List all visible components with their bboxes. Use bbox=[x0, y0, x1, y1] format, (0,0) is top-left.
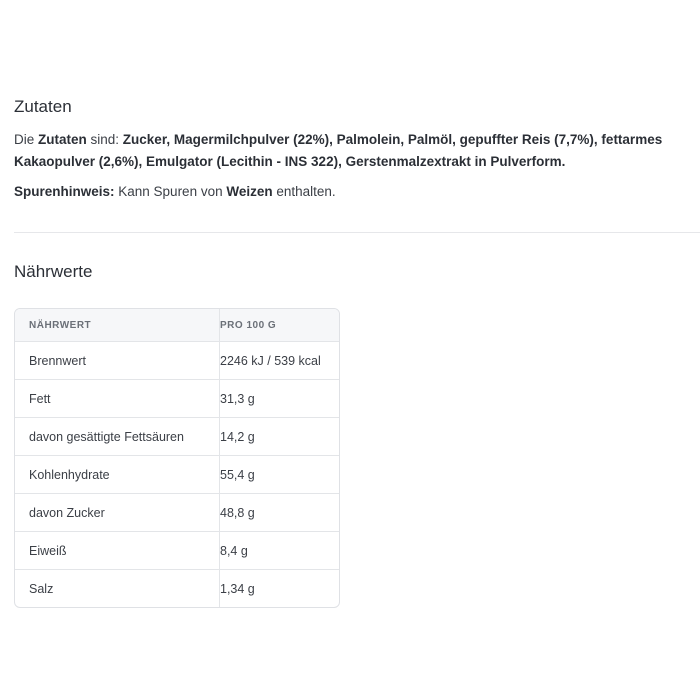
nutrition-title: Nährwerte bbox=[14, 262, 93, 281]
trace-label: Spurenhinweis: bbox=[14, 184, 115, 199]
table-row bbox=[15, 569, 339, 607]
nutrient-value: 8,4 g bbox=[220, 543, 248, 558]
trace-allergen: Weizen bbox=[226, 184, 273, 199]
ingredients-intro-bold: Zutaten bbox=[38, 132, 87, 147]
table-row bbox=[15, 341, 339, 379]
table-row bbox=[15, 417, 339, 455]
nutrient-value: 31,3 g bbox=[220, 391, 255, 406]
table-row bbox=[15, 379, 339, 417]
table-row bbox=[15, 455, 339, 493]
nutrient-name: Brennwert bbox=[29, 353, 86, 368]
trace-prefix: Kann Spuren von bbox=[114, 184, 227, 199]
nutrient-value: 48,8 g bbox=[220, 505, 255, 520]
nutrient-name: Salz bbox=[29, 581, 54, 596]
nutrient-value: 1,34 g bbox=[220, 581, 255, 596]
nutrient-name: davon Zucker bbox=[29, 505, 105, 520]
nutrient-value: 55,4 g bbox=[220, 467, 255, 482]
section-divider bbox=[14, 232, 700, 233]
nutrition-table bbox=[14, 308, 340, 608]
nutrient-name: Fett bbox=[29, 391, 51, 406]
trace-notice bbox=[14, 181, 336, 203]
table-row bbox=[15, 493, 339, 531]
nutrient-name: Eiweiß bbox=[29, 543, 67, 558]
nutrient-value: 2246 kJ / 539 kcal bbox=[220, 353, 321, 368]
nutrition-table-header bbox=[15, 309, 339, 341]
ingredients-list: Zucker, Magermilchpulver (22%), Palmolein, Palmöl, gepuffter Reis (7,7%), fettarmes Kakaopulver (2,6%), Emulgator (Lecithin - INS 322), Gerstenmalzextrakt in Pulverform. bbox=[14, 132, 663, 169]
table-row bbox=[15, 531, 339, 569]
nutrient-name: Kohlenhydrate bbox=[29, 467, 110, 482]
header-nutrient: NÄHRWERT bbox=[29, 319, 92, 331]
ingredients-text bbox=[14, 129, 686, 173]
ingredients-intro-suffix: sind: bbox=[86, 132, 123, 147]
ingredients-title: Zutaten bbox=[14, 97, 72, 116]
nutrient-value: 14,2 g bbox=[220, 429, 255, 444]
nutrient-name: davon gesättigte Fettsäuren bbox=[29, 429, 184, 444]
ingredients-intro-prefix: Die bbox=[14, 132, 39, 147]
trace-suffix: enthalten. bbox=[272, 184, 336, 199]
header-per-100g: PRO 100 G bbox=[220, 319, 277, 331]
